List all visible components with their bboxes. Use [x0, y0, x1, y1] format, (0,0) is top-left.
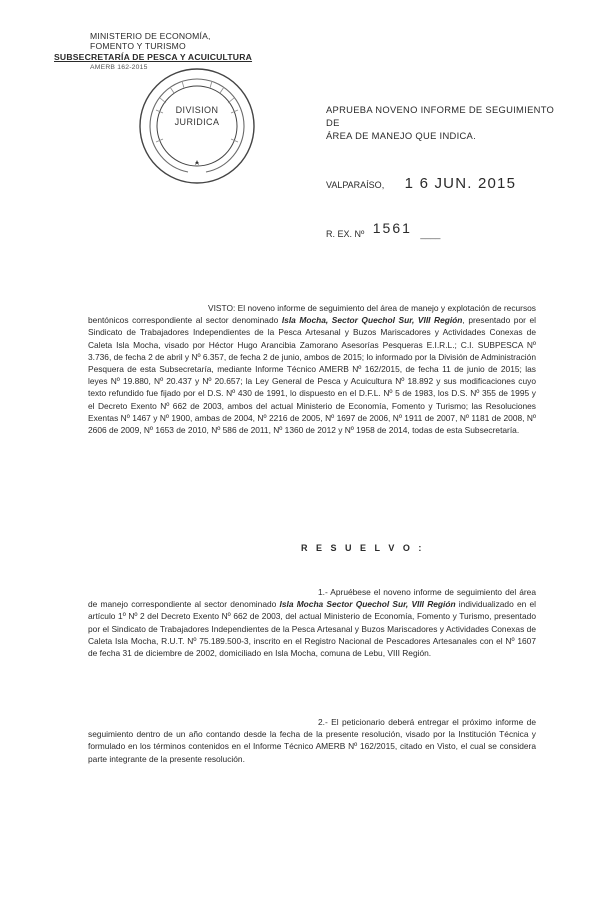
- visto-paragraph: [88, 302, 536, 436]
- date-place: VALPARAÍSO,: [326, 180, 385, 190]
- division-juridica-stamp: [136, 65, 258, 187]
- stamp-line-2: JURIDICA: [174, 117, 220, 127]
- item-2-paragraph: [88, 716, 536, 765]
- visto-text-2: , presentado por el Sindicato de Trabajadores Independientes de la Pesca Artesanal y Buzos Mariscadores y Actividades Conexas de Caleta Isla Mocha, visado por Héctor Hugo Arancibia Zamorano Asesorías Pesqueras E.I.R.L.; C.I. SUBPESCA Nº 3.736, de fecha 2 de abril y Nº 6.357, de fecha 2 de junio, ambos de 2015; lo informado por la División de Administración Pesquera de esta Subsecretaría, mediante Informe Técnico AMERB Nº 162/2015, de fecha 11 de junio de 2015; las leyes Nº 19.880, Nº 20.437 y Nº 20.657; la Ley General de Pesca y Acuicultura Nº 18.892 y sus modificaciones cuyo texto refundido fue fijado por el D.S. Nº 430 de 1991, lo dispuesto en el D.F.L. Nº 5 de 1983, los D.S. Nº 355 de 1995 y el Decreto Exento Nº 662 de 2003, ambos del actual Ministerio de Economía, Fomento y Turismo; las Resoluciones Exentas Nº 1467 y Nº 1900, ambas de 2004, Nº 2216 de 2005, Nº 1697 de 2006, Nº 1911 de 2007, Nº 1181 de 2008, Nº 2606 de 2009, Nº 1653 de 2010, Nº 586 de 2011, Nº 1360 de 2012 y Nº 1958 de 2014, todas de esta Subsecretaría.: [88, 315, 536, 436]
- title-line-2: ÁREA DE MANEJO QUE INDICA.: [326, 130, 477, 141]
- date-value: 1 6 JUN. 2015: [404, 175, 517, 192]
- visto-place: Isla Mocha, Sector Quechol Sur, VIII Región: [281, 315, 463, 326]
- resuelvo-heading: R E S U E L V O :: [301, 543, 425, 553]
- item-1-place: Isla Mocha Sector Quechol Sur, VIII Región: [279, 599, 456, 610]
- resolution-prefix: R. EX. Nº: [326, 229, 365, 239]
- item-2-text: 2.- El peticionario deberá entregar el próximo informe de seguimiento dentro de un año contando desde la fecha de la presente resolución, visado por la Institución Técnica y formulado en los términos contenidos en el Informe Técnico AMERB Nº 162/2015, citado en Visto, el cual se considera parte integrante de la presente resolución.: [88, 717, 536, 764]
- resolution-number: 1561: [372, 220, 412, 236]
- resolution-title: [326, 103, 556, 142]
- visto-text-1: El noveno informe de seguimiento del área de manejo y explotación de recursos bentónicos correspondiente al sector denominado: [88, 303, 536, 326]
- visto-lead: VISTO:: [208, 303, 236, 313]
- date-line: [326, 175, 556, 193]
- stamp-line-1: DIVISION: [175, 105, 219, 115]
- resolution-suffix: ____: [420, 229, 441, 239]
- item-1-text-2: individualizado en el artículo 1º Nº 2 del Decreto Exento Nº 662 de 2003, del actual Ministerio de Economía, Fomento y Turismo, presentado por el Sindicato de Trabajadores Independientes de la Pesca Artesanal y Buzos Mariscadores y Actividades Conexas de Caleta Isla Mocha, R.U.T. Nº 75.189.500-3, inscrito en el Registro Nacional de Pescadores Artesanales con el Nº 1607 de fecha 31 de diciembre de 2002, domiciliado en Isla Mocha, comuna de Lebu, VIII Región.: [88, 599, 536, 659]
- resolution-number-line: [326, 220, 556, 242]
- ministry-line-1: MINISTERIO DE ECONOMÍA,: [90, 31, 211, 41]
- title-line-1: APRUEBA NOVENO INFORME DE SEGUIMIENTO DE: [326, 104, 555, 128]
- ministry-line-2: FOMENTO Y TURISMO: [90, 41, 186, 51]
- subsecretaria-name: SUBSECRETARÍA DE PESCA Y ACUICULTURA: [54, 52, 253, 62]
- item-1-text-1: 1.- Apruébese el noveno informe de seguimiento del área de manejo correspondiente al sector denominado: [88, 587, 536, 610]
- item-1-paragraph: [88, 586, 536, 659]
- header-reference: AMERB 162-2015: [90, 64, 148, 71]
- stamp-center-text: [136, 104, 258, 128]
